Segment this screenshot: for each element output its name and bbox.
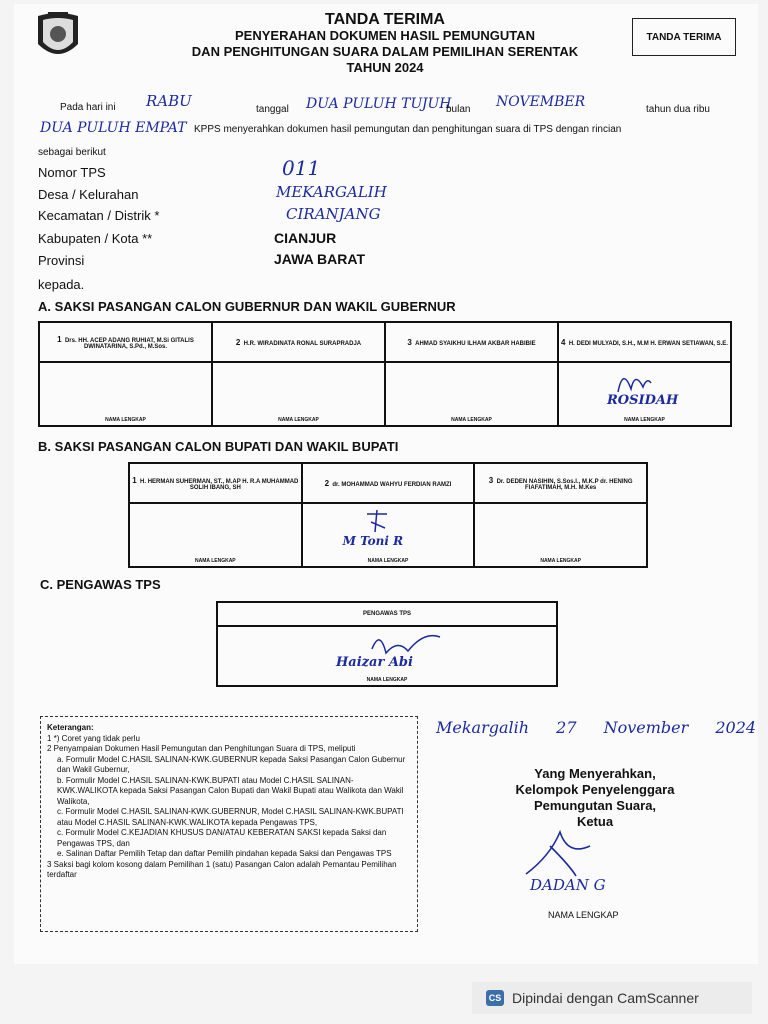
field-nomor-tps-label: Nomor TPS [38, 165, 106, 180]
note-item: c. Formulir Model C.HASIL SALINAN-KWK.GUBERNUR, Model C.HASIL SALINAN-KWK.BUPATI atau Model C.HASIL SALINAN-KWK.WALIKOTA kepada Pengawas TPS, [57, 807, 404, 827]
field-desa-value: MEKARGALIH [276, 183, 387, 201]
candidate-b3 [474, 463, 647, 503]
candidate-a2-name: H.R. WIRADINATA RONAL SURAPRADJA [243, 340, 362, 347]
candidate-b2-name: dr. MOHAMMAD WAHYU FERDIAN RAMZI [332, 481, 452, 488]
candidate-a4-number: 4 [561, 337, 566, 347]
candidate-a1-name: Drs. HH. ACEP ADANG RUHIAT, M.Si GITALIS DWINATARINA, S.Pd., M.Sos. [64, 337, 194, 350]
field-desa-label: Desa / Kelurahan [38, 187, 139, 202]
bulan-value: NOVEMBER [496, 94, 586, 110]
pengawas-header: PENGAWAS TPS [217, 602, 557, 626]
place-date: Mekargalih 27 November 2024 [436, 718, 757, 737]
kpps-signature-block [470, 766, 720, 830]
signature-cell-a2 [212, 362, 385, 426]
tanggal-value: DUA PULUH TUJUH [306, 96, 452, 112]
kpu-logo [34, 10, 82, 64]
section-a-title: A. SAKSI PASANGAN CALON GUBERNUR DAN WAKIL GUBERNUR [38, 299, 456, 314]
signature-cell-b1 [129, 503, 302, 567]
section-a-table [38, 321, 732, 427]
nama-lengkap-label: NAMA LENGKAP [278, 417, 319, 423]
note-item: a. Formulir Model C.HASIL SALINAN-KWK.GUBERNUR kepada Saksi Pasangan Calon Gubernur dan Wakil Gubernur, [57, 754, 406, 774]
nama-lengkap-label: NAMA LENGKAP [624, 417, 665, 423]
signature-cell-a1 [39, 362, 212, 426]
tahun-value: DUA PULUH EMPAT [40, 120, 187, 136]
signature-cell-pengawas [217, 626, 557, 686]
candidate-a1 [39, 322, 212, 362]
field-kabupaten-label: Kabupaten / Kota ** [38, 231, 153, 246]
candidate-b2-number: 2 [324, 478, 330, 488]
camscanner-icon: CS [486, 990, 504, 1006]
section-c-table [216, 601, 558, 687]
notes-box [40, 716, 418, 932]
nama-lengkap-label: NAMA LENGKAP [366, 677, 408, 683]
candidate-a1-number: 1 [57, 334, 62, 344]
kpps-nama-lengkap: NAMA LENGKAP [548, 910, 619, 920]
candidate-a3-name: AHMAD SYAIKHU ILHAM AKBAR HABIBIE [415, 340, 536, 347]
camscanner-label: Dipindai dengan CamScanner [512, 990, 699, 1006]
note-item: 3 Saksi bagi kolom kosong dalam Pemilihan 1 (satu) Pasangan Calon adalah Pemantau Pemilihan terdaftar [47, 859, 397, 879]
field-kecamatan-label: Kecamatan / Distrik * [38, 208, 160, 223]
candidate-a2 [212, 322, 385, 362]
field-nomor-tps-value: 011 [282, 156, 321, 180]
signature-scribble [520, 826, 600, 882]
closing-line4: Ketua [576, 814, 614, 829]
tanggal-label: tanggal [256, 104, 289, 115]
signature-cell-b2 [302, 503, 475, 567]
title-line2: PENYERAHAN DOKUMEN HASIL PEMUNGUTAN [235, 28, 535, 43]
field-provinsi-value: JAWA BARAT [274, 251, 365, 267]
signature-name: ROSIDAH [607, 393, 679, 408]
section-b-title: B. SAKSI PASANGAN CALON BUPATI DAN WAKIL BUPATI [38, 439, 399, 454]
signature-cell-a4 [558, 362, 731, 426]
signature-name: M Toni R [342, 534, 404, 548]
candidate-a2-number: 2 [235, 337, 241, 347]
title-line4: TAHUN 2024 [346, 60, 424, 75]
candidate-a3-number: 3 [407, 337, 412, 347]
sebagai-berikut: sebagai berikut [38, 147, 106, 158]
nama-lengkap-label: NAMA LENGKAP [367, 558, 409, 564]
notes-title: Keterangan: [47, 723, 94, 732]
note-item: c. Formulir Model C.KEJADIAN KHUSUS DAN/ATAU KEBERATAN SAKSI kepada Saksi dan Pengawas TPS, dan [57, 828, 387, 848]
field-provinsi-label: Provinsi [38, 253, 85, 268]
candidate-a4-name: H. DEDI MULYADI, S.H., M.M H. ERWAN SETIAWAN, S.E. [568, 340, 728, 347]
candidate-a4 [558, 322, 731, 362]
candidate-b3-name: Dr. DEDEN NASIHIN, S.Sos.I., M.K.P dr. HENING FIAFATIMAH, M.H. M.Kes [496, 478, 633, 491]
kpps-signature-name: DADAN G [530, 876, 606, 894]
candidate-b2 [302, 463, 475, 503]
nama-lengkap-label: NAMA LENGKAP [451, 417, 492, 423]
nama-lengkap-label: NAMA LENGKAP [195, 558, 236, 564]
field-kecamatan-value: CIRANJANG [286, 205, 381, 223]
section-c-title: C. PENGAWAS TPS [40, 577, 161, 592]
kepada-label: kepada. [38, 277, 85, 292]
note-item: b. Formulir Model C.HASIL SALINAN-KWK.BUPATI atau Model C.HASIL SALINAN-KWK.WALIKOTA kepada Saksi Pasangan Calon Bupati dan Wakil Bupati atau Walikota dan Wakil Walikota, [57, 775, 404, 806]
nama-lengkap-label: NAMA LENGKAP [540, 558, 581, 564]
closing-line1: Yang Menyerahkan, [534, 766, 656, 781]
note-item: 1 *) Coret yang tidak perlu [47, 733, 140, 743]
tahun-label: tahun dua ribu [646, 104, 710, 115]
candidate-a3 [385, 322, 558, 362]
signature-cell-a3 [385, 362, 558, 426]
document-title [140, 12, 630, 76]
candidate-b3-number: 3 [488, 475, 494, 485]
section-b-table [128, 462, 648, 568]
bulan-label: bulan [446, 104, 471, 115]
candidate-b1-name: H. HERMAN SUHERMAN, ST., M.AP H. R.A MUHAMMAD SOLIH IBANG, SH [140, 478, 299, 491]
signature-name: Haizar Abi [336, 655, 413, 670]
candidate-b1-number: 1 [132, 475, 137, 485]
pada-hari-label: Pada hari ini [60, 102, 116, 113]
note-item: 2 Penyampaian Dokumen Hasil Pemungutan dan Penghitungan Suara di TPS, meliputi [47, 744, 356, 753]
stamp-box: TANDA TERIMA [632, 18, 736, 56]
title-line3: DAN PENGHITUNGAN SUARA DALAM PEMILIHAN SERENTAK [191, 44, 579, 59]
hari-value: RABU [146, 92, 192, 110]
closing-line3: Pemungutan Suara, [533, 798, 657, 813]
intro-sentence: KPPS menyerahkan dokumen hasil pemungutan dan penghitungan suara di TPS dengan rincian [194, 124, 622, 135]
signature-scribble [363, 508, 393, 534]
camscanner-watermark [472, 982, 752, 1014]
title-main: TANDA TERIMA [325, 11, 445, 28]
nama-lengkap-label: NAMA LENGKAP [105, 417, 146, 423]
closing-line2: Kelompok Penyelenggara [515, 782, 675, 797]
note-item: e. Salinan Daftar Pemilih Tetap dan daftar Pemilih pindahan kepada Saksi dan Pengawas TPS [57, 849, 392, 858]
field-kabupaten-value: CIANJUR [274, 230, 337, 246]
candidate-b1 [129, 463, 302, 503]
signature-cell-b3 [474, 503, 647, 567]
